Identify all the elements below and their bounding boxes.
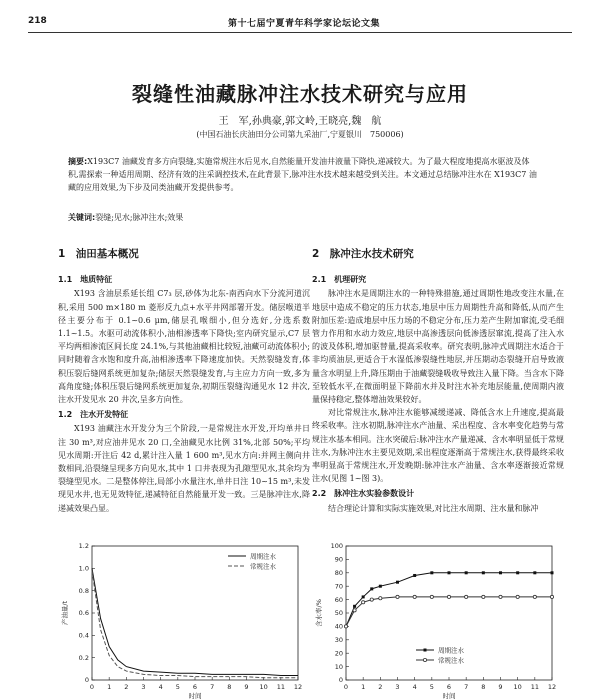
x-axis-label: 时间 — [188, 692, 202, 700]
legend-label: 常规注水 — [438, 656, 464, 665]
y-tick-label: 20 — [334, 649, 343, 658]
y-tick-label: 60 — [334, 595, 343, 604]
y-tick-label: 90 — [334, 555, 343, 564]
y-tick-label: 70 — [334, 582, 343, 591]
y-tick-label: 50 — [334, 609, 343, 618]
subsection-heading: 2.1 机理研究 — [312, 275, 367, 285]
paragraph: 对比常规注水,脉冲注水能够减缓递减、降低含水上升速度,提高最终采收率。注水初期,脉冲注水产油量、采出程度、含水率变化趋势与常规注水基本相同。注水突破后:脉冲注水产量递减、含水率明显低于常规注水,为脉冲注水主要见效期,采出程度逐渐高于常规注水,获得最终采收率明显高于常规注水,开发晚期:脉冲注水产油量、含水率逐渐接近常规注水(见图 1~图 3)。 — [312, 408, 564, 484]
data-point — [362, 601, 365, 604]
x-axis-label: 时间 — [442, 692, 456, 700]
data-point — [550, 595, 553, 598]
paragraph: X193 油藏注水开发分为三个阶段,一是常规注水开发,开均单井日注 30 m³,对应油井见水 20 口,全油藏见水比例 31%,北部 50%;平均见水周期:开注后 42 d,累计注入量 1 600 m³,见水方向:并网主侧向井数相同,沿裂缝呈现多方向见水,其中 1 口井表现为孔隙型见水,其余均为裂缝型见水。二是整体停注,局部小水量注水,单井日注 10~15 m³,未发现见水井,也无见效特征,递减特征自然能量开发一致。三是脉冲注水,降递减效果凸显。 — [58, 424, 310, 513]
subsection-heading: 2.2 脉冲注水实验参数设计 — [312, 489, 415, 499]
y-tick-label: 40 — [334, 622, 343, 631]
x-tick-label: 10 — [513, 683, 522, 691]
series-line-2 — [346, 597, 552, 626]
y-tick-label: 0.4 — [78, 631, 89, 640]
x-tick-label: 12 — [293, 683, 303, 691]
x-tick-label: 11 — [530, 683, 539, 691]
series-line-1 — [346, 573, 552, 627]
y-tick-label: 30 — [334, 636, 343, 644]
x-tick-label: 1 — [361, 683, 366, 691]
x-tick-label: 3 — [395, 683, 400, 691]
data-point — [551, 571, 554, 574]
x-tick-label: 2 — [124, 683, 129, 691]
legend-marker — [423, 658, 426, 661]
keywords-text: 裂缝;见水;脉冲注水;效果 — [95, 213, 184, 222]
x-tick-label: 11 — [276, 683, 285, 691]
paragraph: 脉冲注水是周期注水的一种特殊措施,通过周期性地改变注水量,在地层中造成不稳定的压力状态,地层中压力周期性升高和降低,从而产生附加压差:造成地层中压力场的不稳定分布,压力差产生附加窜流,受毛细管力作用和水动力效应,地层中高渗透层向低渗透层窜流,提高了注入水的波及体积,增加驱替量,提高采收率。研究表明,脉冲式周期注水适合于非均质油层,更适合于水湿低渗裂缝性地层,并压期动态裂缝开启导致液量含水明显上升,降压期由于油藏裂缝吸收导致注入量下降。当含水下降至较低水平,在微面明显下降前水并及时注水补充地层能量,使周期内液量保持稳定,整体增油效果较好。 — [312, 289, 564, 405]
data-point — [413, 574, 416, 577]
paragraph: 结合理论计算和实际实施效果,对比注水周期、注水量和脉冲 — [328, 503, 539, 513]
legend-label: 周期注水 — [250, 552, 276, 561]
paragraph: X193 含油层系延长组 C7₃ 层,砂体为北东-南西向水下分流河道沉积,采用 500 m×180 m 菱形反九点+水平井网部署开发。储层喉道半径主要分布于 0.1~0.6 μm,储层孔喉细小,但分选好,分选系数 1.1~1.5。水驱可动流体积小,油相渗透率下降快;室内研究显示,C7 层平均两相渗流区间长度 24.1%,与其他油藏相比较短,油藏可动流体积小;同时随着含水饱和度升高,油相渗透率下降速度加快。天然裂缝发育,体积压裂后缝网系统更加复杂;储层天然裂缝发育,与主应力方向一致,多为高角度缝;体积压裂后缝网系统更加复杂,初期压裂缝沟通见水 12 井次,注水开发见水 20 井次,呈多方向性。 — [58, 289, 310, 405]
paper-title: 裂缝性油藏脉冲注水技术研究与应用 — [132, 82, 468, 106]
data-point — [430, 571, 433, 574]
y-tick-label: 0 — [338, 676, 343, 685]
x-tick-label: 9 — [498, 683, 503, 691]
y-tick-label: 100 — [330, 542, 343, 551]
x-tick-label: 0 — [89, 683, 95, 691]
data-point — [516, 571, 519, 574]
x-tick-label: 8 — [481, 683, 486, 691]
data-point — [430, 595, 433, 598]
affiliation: (中国石油长庆油田分公司第九采油厂,宁夏银川 750006) — [196, 130, 404, 139]
y-axis-label: 含水率/% — [315, 599, 323, 627]
y-axis-label: 产油量/t — [61, 600, 69, 626]
data-point — [344, 625, 347, 628]
y-tick-label: 1.2 — [78, 542, 89, 551]
x-tick-label: 6 — [446, 683, 452, 691]
data-point — [482, 571, 485, 574]
data-point — [362, 595, 365, 598]
x-tick-label: 0 — [343, 683, 349, 691]
legend-label: 常规注水 — [250, 562, 276, 571]
data-point — [533, 595, 536, 598]
x-tick-label: 8 — [227, 683, 232, 691]
y-tick-label: 80 — [334, 569, 343, 577]
data-point — [516, 595, 519, 598]
data-point — [499, 595, 502, 598]
keywords — [68, 212, 538, 223]
data-point — [353, 605, 356, 608]
data-point — [370, 587, 373, 590]
series-line-2 — [92, 571, 298, 678]
y-tick-label: 0.6 — [78, 609, 89, 618]
x-tick-label: 6 — [192, 683, 198, 691]
x-tick-label: 3 — [141, 683, 146, 691]
y-tick-label: 0.8 — [78, 586, 89, 595]
abstract-text: X193C7 油藏发育多方向裂缝,实施常规注水后见水,自然能量开发油井液量下降快,递减较大。为了最大程度地提高水驱波及体积,需探索一种适用周期、经济有效的注采调控技术,在此背景下,脉冲注水技术越来越受到关注。本文通过总结脉冲注水在 X193C7 油藏的应用效果,为下步及同类油藏开发提供参考。 — [68, 157, 537, 192]
oil-production-chart — [58, 538, 310, 700]
subsection-heading: 1.1 地质特征 — [58, 275, 113, 285]
legend-label: 周期注水 — [438, 646, 464, 655]
series-line-1 — [92, 568, 298, 675]
data-point — [370, 598, 373, 601]
abstract — [68, 155, 538, 194]
data-point — [482, 595, 485, 598]
x-tick-label: 7 — [210, 683, 215, 691]
data-point — [396, 595, 399, 598]
data-point — [447, 595, 450, 598]
authors: 王 军,孙典豪,郭文岭,王晓亮,魏 航 — [218, 116, 382, 127]
x-tick-label: 9 — [244, 683, 249, 691]
x-tick-label: 5 — [175, 683, 180, 691]
x-tick-label: 4 — [412, 683, 417, 691]
y-tick-label: 10 — [334, 662, 343, 671]
data-point — [413, 595, 416, 598]
x-tick-label: 10 — [259, 683, 268, 691]
x-tick-label: 2 — [378, 683, 383, 691]
y-tick-label: 1.0 — [78, 564, 89, 573]
data-point — [396, 581, 399, 584]
y-tick-label: 0.2 — [78, 653, 89, 662]
legend-marker — [424, 649, 427, 652]
keywords-label: 关键词: — [68, 213, 96, 222]
data-point — [465, 595, 468, 598]
abstract-label: 摘要: — [68, 157, 88, 166]
journal-title: 第十七届宁夏青年科学家论坛论文集 — [228, 19, 381, 29]
section-heading: 2 脉冲注水技术研究 — [312, 248, 414, 260]
data-point — [379, 585, 382, 588]
running-header — [28, 14, 572, 33]
x-tick-label: 12 — [547, 683, 557, 691]
data-point — [499, 571, 502, 574]
y-tick-label: 0 — [84, 676, 89, 685]
water-cut-chart — [312, 538, 564, 700]
data-point — [533, 571, 536, 574]
left-column — [58, 248, 310, 515]
x-tick-label: 7 — [464, 683, 469, 691]
data-point — [379, 597, 382, 600]
page-number: 218 — [28, 16, 47, 26]
subsection-heading: 1.2 注水开发特征 — [58, 410, 129, 420]
right-column — [312, 248, 564, 515]
x-tick-label: 5 — [429, 683, 434, 691]
section-heading: 1 油田基本概况 — [58, 248, 139, 260]
data-point — [353, 609, 356, 612]
data-point — [465, 571, 468, 574]
x-tick-label: 4 — [158, 683, 163, 691]
x-tick-label: 1 — [107, 683, 112, 691]
data-point — [448, 571, 451, 574]
